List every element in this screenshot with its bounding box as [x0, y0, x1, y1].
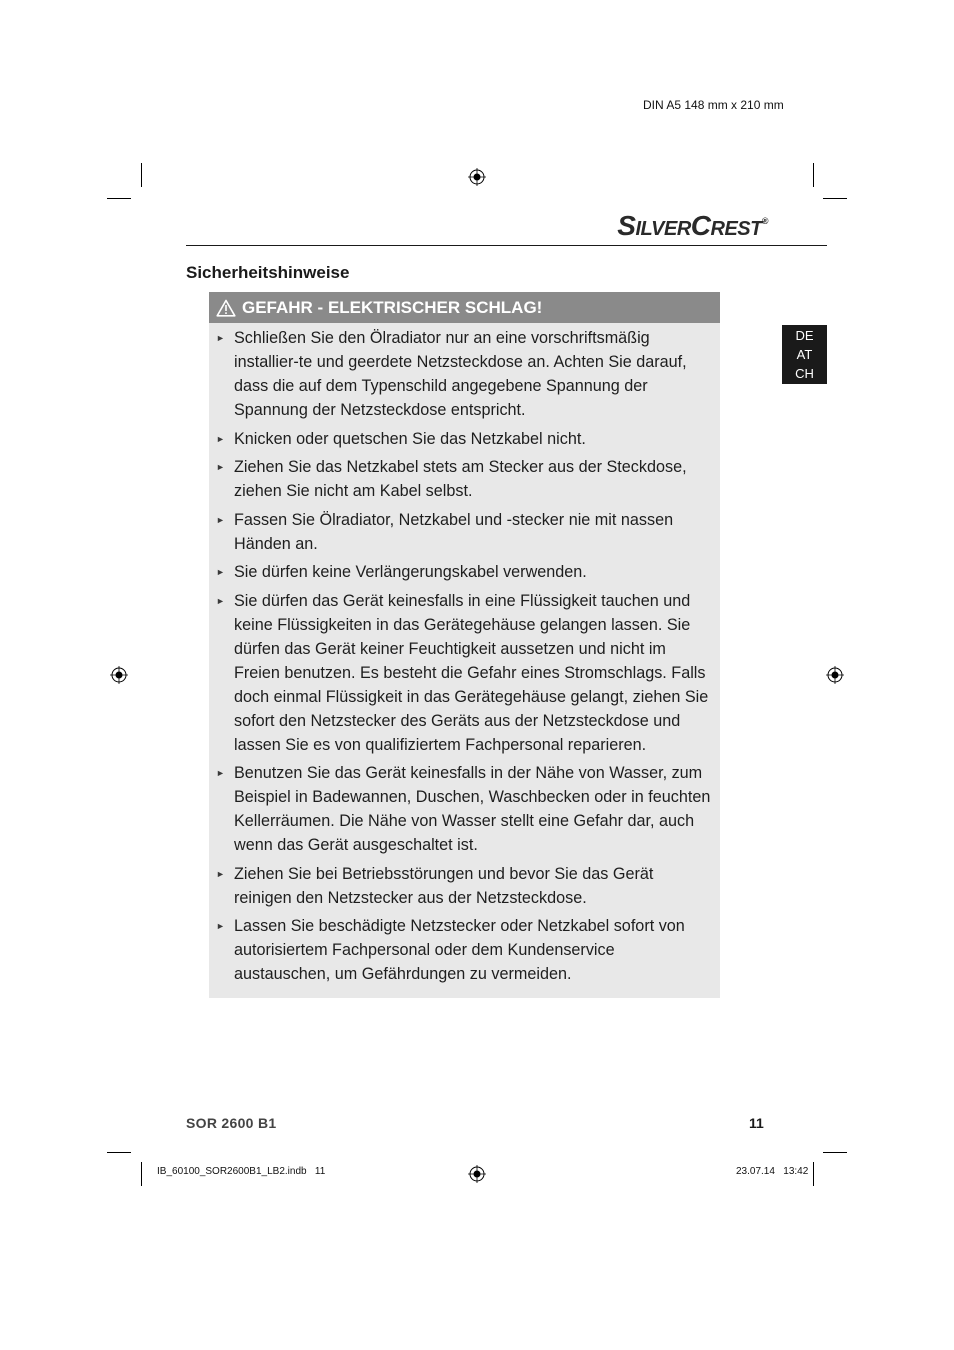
warning-triangle-icon — [216, 299, 236, 317]
print-format-label: DIN A5 148 mm x 210 mm — [643, 98, 784, 112]
list-item — [209, 427, 720, 451]
footer-model-number: SOR 2600 B1 — [186, 1115, 277, 1131]
list-item — [209, 914, 720, 986]
crop-mark — [107, 198, 131, 199]
list-item — [209, 560, 720, 584]
print-date-time: 23.07.14 13:42 — [736, 1166, 809, 1177]
logo-letter: S — [617, 210, 636, 241]
silvercrest-logo — [617, 210, 768, 242]
bullet-arrow-icon: ► — [216, 595, 225, 606]
list-item-text: Ziehen Sie das Netzkabel stets am Stecker aus der Steckdose, ziehen Sie nicht am Kabel selbst. — [234, 458, 687, 500]
crop-mark — [107, 1152, 131, 1153]
registration-mark-icon — [110, 666, 128, 684]
crop-mark — [823, 1152, 847, 1153]
logo-letters: REST — [710, 218, 762, 240]
list-item — [209, 862, 720, 910]
header-rule — [186, 245, 827, 246]
logo-letters: ILVER — [635, 218, 691, 240]
list-item — [209, 455, 720, 503]
language-code: CH — [795, 366, 814, 381]
crop-mark — [813, 163, 814, 187]
list-item-text: Sie dürfen keine Verlängerungskabel verwenden. — [234, 563, 587, 581]
list-item-text: Sie dürfen das Gerät keinesfalls in eine Flüssigkeit tauchen und keine Flüssigkeiten in das Gerätegehäuse gelangen lassen. Sie dürfen das Gerät keiner Feuchtigkeit aussetzen und nicht im Freien benutzen. Es besteht die Gefahr eines Stromschlags. Falls doch einmal Flüssigkeit in das Gerätegehäuse gelangt, ziehen Sie sofort den Netzstecker des Geräts aus der Netzsteckdose und lassen Sie es von qualifiziertem Fachpersonal reparieren. — [234, 591, 709, 754]
bullet-arrow-icon: ► — [216, 462, 225, 472]
list-item-text: Benutzen Sie das Gerät keinesfalls in der Nähe von Wasser, zum Beispiel in Badewannen, Duschen, Waschbecken oder in feuchten Kellerräumen. Die Nähe von Wasser stellt eine Gefahr dar, auch wenn das Gerät ausgeschaltet ist. — [234, 764, 711, 854]
print-file-name: IB_60100_SOR2600B1_LB2.indb 11 — [157, 1166, 326, 1177]
crop-mark — [823, 198, 847, 199]
warning-box — [209, 292, 720, 998]
language-code: AT — [796, 347, 813, 362]
bullet-arrow-icon: ► — [216, 768, 225, 778]
language-code: DE — [795, 328, 814, 343]
list-item — [209, 508, 720, 556]
list-item — [209, 589, 720, 757]
bullet-arrow-icon: ► — [216, 567, 225, 577]
bullet-arrow-icon: ► — [216, 868, 225, 879]
bullet-arrow-icon: ► — [216, 921, 225, 931]
list-item-text: Schließen Sie den Ölradiator nur an eine vorschriftsmäßig installier-te und geerdete Netzsteckdose an. Achten Sie darauf, dass die auf dem Typenschild angegebene Spannung der Spannung der Netzsteckdose entspricht. — [234, 329, 687, 419]
list-item-text: Ziehen Sie bei Betriebsstörungen und bevor Sie das Gerät reinigen den Netzstecker aus der Netzsteckdose. — [234, 864, 654, 907]
registered-mark: ® — [761, 216, 768, 226]
list-item — [209, 326, 720, 422]
registration-mark-icon — [468, 1165, 486, 1183]
list-item-text: Knicken oder quetschen Sie das Netzkabel nicht. — [234, 429, 586, 448]
list-item-text: Fassen Sie Ölradiator, Netzkabel und -stecker nie mit nassen Händen an. — [234, 510, 674, 553]
crop-mark — [813, 1162, 814, 1186]
warning-header — [209, 292, 720, 323]
registration-mark-icon — [468, 168, 486, 186]
crop-mark — [141, 1162, 142, 1186]
logo-letter: C — [690, 210, 711, 241]
list-item — [209, 761, 720, 857]
language-tab — [782, 325, 827, 384]
warning-list — [209, 323, 720, 986]
crop-mark — [141, 163, 142, 187]
section-title: Sicherheitshinweise — [186, 263, 350, 282]
page-number: 11 — [749, 1115, 764, 1131]
bullet-arrow-icon: ► — [216, 333, 225, 343]
warning-title: GEFAHR - ELEKTRISCHER SCHLAG! — [242, 297, 543, 317]
bullet-arrow-icon: ► — [216, 433, 225, 444]
list-item-text: Lassen Sie beschädigte Netzstecker oder Netzkabel sofort von autorisiertem Fachpersonal oder dem Kundenservice austauschen, um Gefährdungen zu vermeiden. — [234, 917, 685, 983]
bullet-arrow-icon: ► — [216, 514, 225, 525]
registration-mark-icon — [826, 666, 844, 684]
